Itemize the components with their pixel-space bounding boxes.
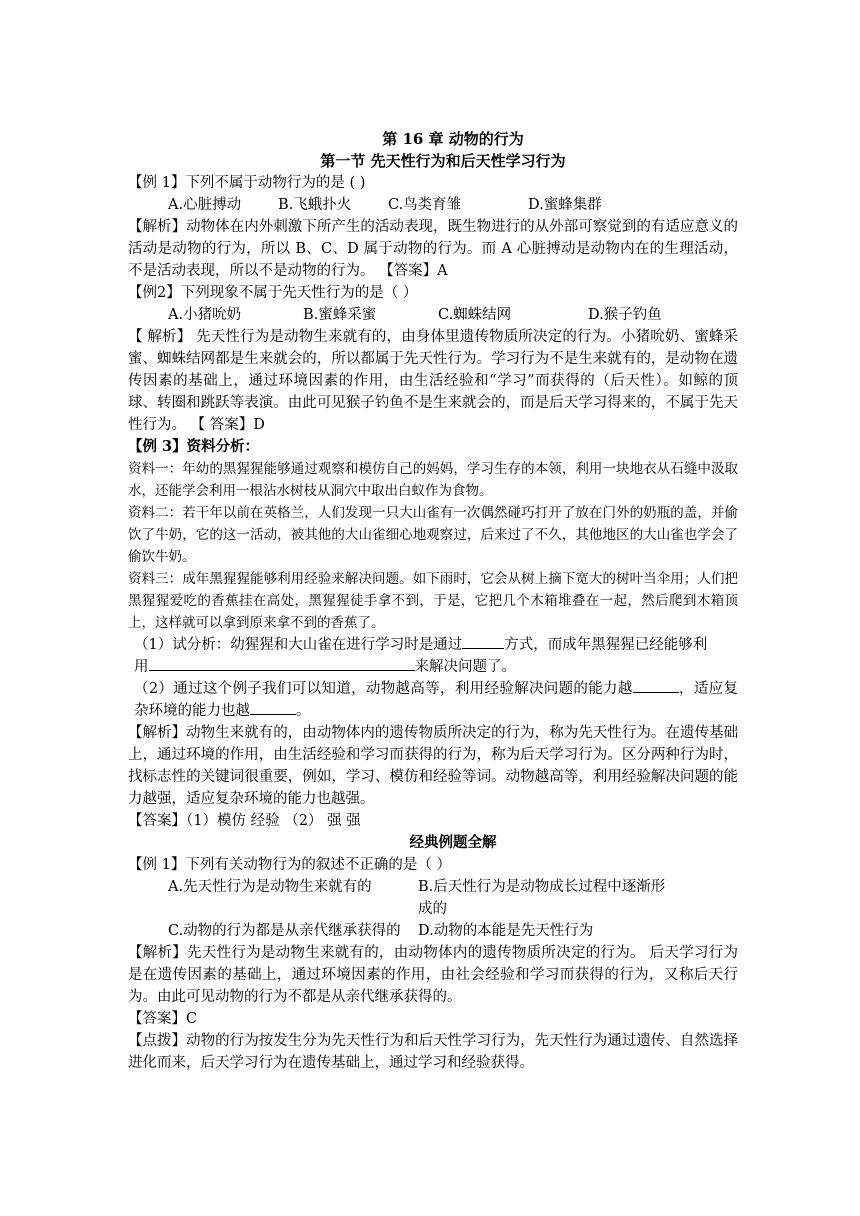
example-1-options	[128, 194, 738, 216]
material-2: 资料二：若干年以前在英格兰，人们发现一只大山雀有一次偶然碰巧打开了放在门外的奶瓶的盖，并偷饮了牛奶，它的这一活动，被其他的大山雀细心地观察过，后来过了不久，其他地区的大山雀也学会了偷饮牛奶。	[128, 505, 738, 565]
answer-blank	[149, 656, 415, 671]
option-c: C.蜘蛛结网	[438, 307, 512, 323]
example-3-analysis: 【解析】动物生来就有的，由动物体内的遗传物质所决定的行为，称为先天性行为。在遗传基础上，通过环境的作用，由生活经验和学习而获得的行为，称为后天学习行为。区分两种行为时，找标志性的关键词很重要，例如，学习、模仿和经验等词。动物越高等，利用经验解决问题的能力越强，适应复杂环境的能力也越强。	[128, 725, 738, 807]
answer-blank	[462, 634, 504, 649]
classic-example-1-analysis: 【解析】先天性行为是动物生来就有的，由动物体内的遗传物质所决定的行为。 后天学习行为是在遗传因素的基础上，通过环境因素的作用，由社会经验和学习而获得的行为，又称后天行为。由此可见动物的行为不都是从亲代继承获得的。	[128, 945, 738, 1005]
classic-examples-title: 经典例题全解	[409, 834, 497, 851]
option-b: B.后天性行为是动物成长过程中逐渐形成的	[418, 879, 666, 917]
classic-example-1-question: 【例 1】下列有关动物行为的叙述不正确的是（ ）	[128, 857, 451, 873]
classic-example-1-options-row-2	[128, 920, 738, 942]
option-b: B.蜜蜂采蜜	[303, 307, 377, 323]
classic-example-1-tip: 【点拨】动物的行为按发生分为先天性行为和后天性学习行为，先天性行为通过遗传、自然选择进化而来，后天学习行为在遗传基础上，通过学习和经验获得。	[128, 1033, 738, 1071]
example-3-question: 【例 3】资料分析：	[128, 438, 260, 455]
material-1: 资料一：年幼的黑猩猩能够通过观察和模仿自己的妈妈，学习生存的本领，利用一块地衣从石缝中汲取水，还能学会利用一根沾水树枝从洞穴中取出白蚁作为食物。	[128, 461, 738, 499]
option-a: A.心脏搏动	[168, 197, 242, 213]
answer-blank	[633, 678, 679, 693]
question-1: （1）试分析：幼猩猩和大山雀在进行学习时是通过 方式，而成年黑猩猩已经能够利 用 来解决问题了。	[128, 634, 738, 678]
option-d: D.猴子钓鱼	[588, 307, 662, 323]
option-b: B.飞蛾扑火	[278, 197, 352, 213]
material-3: 资料三：成年黑猩猩能够利用经验来解决问题。如下雨时，它会从树上摘下宽大的树叶当伞用；人们把黑猩猩爱吃的香蕉挂在高处，黑猩猩徒手拿不到，于是，它把几个木箱堆叠在一起，然后爬到木箱顶上，这样就可以拿到原来拿不到的香蕉了。	[128, 571, 738, 631]
option-d: D.蜜蜂集群	[528, 197, 602, 213]
option-d: D.动物的本能是先天性行为	[418, 923, 594, 939]
example-1-analysis: 【解析】动物体在内外刺激下所产生的活动表现，既生物进行的从外部可察觉到的有适应意义的活动是动物的行为，所以 B、C、D 属于动物的行为。而 A 心脏搏动是动物内在的生理活动，不是活动表现，所以不是动物的行为。 【答案】A	[128, 219, 738, 279]
option-c: C.鸟类育雏	[388, 197, 462, 213]
example-2-analysis: 【 解析】 先天性行为是动物生来就有的，由身体里遗传物质所决定的行为。小猪吮奶、蜜蜂采蜜、蜘蛛结网都是生来就会的，所以都属于先天性行为。学习行为不是生来就有的，是动物在遗传因素的基础上，通过环境因素的作用，由生活经验和“学习”而获得的（后天性）。如鲸的顶球、转圈和跳跃等表演。由此可见猴子钓鱼不是生来就会的，而是后天学习得来的，不属于先天性行为。 【 答案】D	[128, 329, 738, 433]
option-c: C.动物的行为都是从亲代继承获得的	[168, 923, 401, 939]
classic-example-1-options-row-1	[128, 876, 738, 920]
example-1-question: 【例 1】下列不属于动物行为的是 ( )	[128, 175, 366, 191]
document-body	[128, 128, 738, 1074]
example-2-options	[128, 304, 738, 326]
option-a: A.先天性行为是动物生来就有的	[168, 879, 372, 895]
section-title: 第一节 先天性行为和后天性学习行为	[320, 152, 566, 170]
answer-blank	[250, 700, 296, 715]
option-a: A.小猪吮奶	[168, 307, 242, 323]
example-2-question: 【例2】下列现象不属于先天性行为的是（ ）	[128, 285, 418, 301]
classic-example-1-answer: 【答案】C	[128, 1011, 198, 1027]
example-3-answer: 【答案】（1）模仿 经验 （2） 强 强	[128, 813, 361, 829]
chapter-title: 第 16 章 动物的行为	[382, 130, 524, 148]
question-2: （2）通过这个例子我们可以知道，动物越高等，利用经验解决问题的能力越 ，适应复杂环境的能力也越 。	[128, 678, 738, 722]
